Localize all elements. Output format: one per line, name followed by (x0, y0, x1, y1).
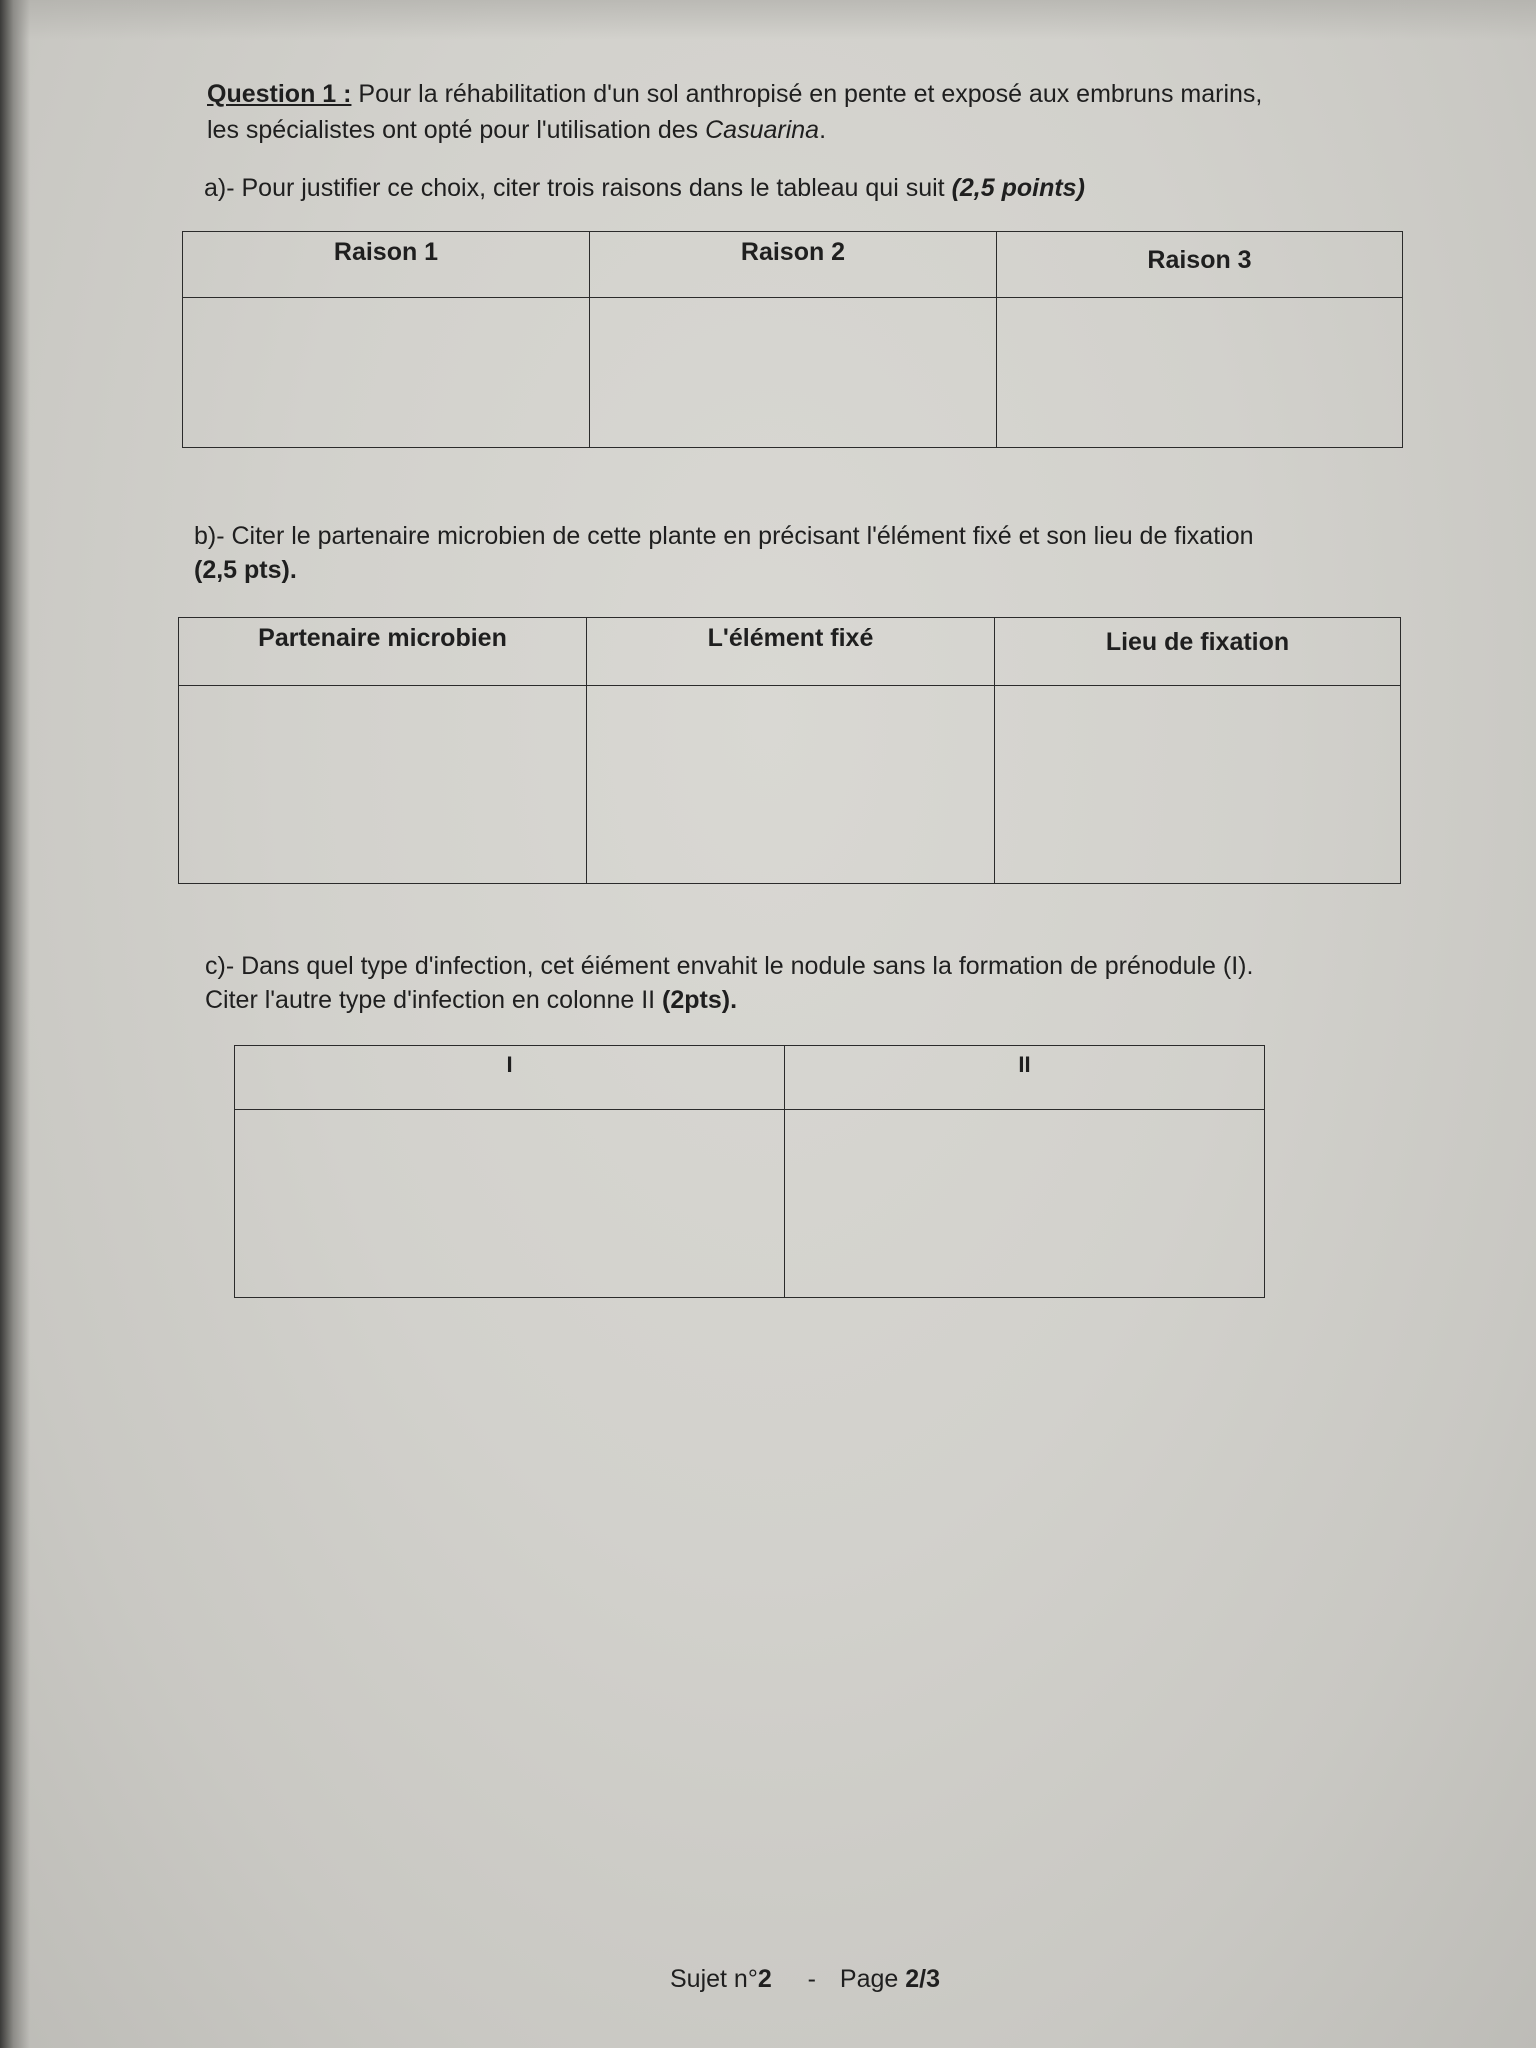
subject-label: Sujet n° (670, 1965, 758, 1993)
infection-type-2-answer-cell[interactable] (785, 1110, 1265, 1298)
partner-answer-cell[interactable] (179, 686, 587, 884)
question-intro-line2-text: les spécialistes ont opté pour l'utilisation des (207, 116, 706, 144)
reasons-header-3: Raison 3 (997, 232, 1403, 298)
page-label: Page (839, 1965, 906, 1993)
question-label: Question 1 : (207, 80, 352, 108)
element-answer-cell[interactable] (587, 686, 995, 884)
infection-type-1-answer-cell[interactable] (235, 1110, 785, 1298)
question-intro-text: Pour la réhabilitation d'un sol anthropisé en pente et exposé aux embruns marins, (351, 80, 1263, 108)
reasons-table (182, 231, 1403, 448)
page-footer (670, 1965, 940, 1994)
part-c-instruction-line1: c)- Dans quel type d'infection, cet éiément envahit le nodule sans la formation de prénodule (I). (205, 952, 1254, 980)
part-c-text: Citer l'autre type d'infection en colonne II (205, 986, 663, 1014)
reason-3-answer-cell[interactable] (997, 298, 1403, 448)
question-intro-line2 (207, 114, 826, 146)
part-c-instruction-line2 (205, 984, 737, 1016)
reasons-header-1: Raison 1 (183, 232, 590, 298)
infection-header-2: II (785, 1046, 1265, 1110)
part-a-instruction (204, 172, 1085, 204)
part-a-points: (2,5 points) (951, 174, 1085, 202)
part-a-text: a)- Pour justifier ce choix, citer trois raisons dans le tableau qui suit (204, 174, 952, 202)
part-b-instruction-line1: b)- Citer le partenaire microbien de cette plante en précisant l'élément fixé et son lieu de fixation (194, 522, 1254, 550)
part-b-points: (2,5 pts). (194, 556, 297, 584)
footer-separator: - (807, 1965, 816, 1993)
page-number: 2/3 (905, 1965, 940, 1993)
location-header: Lieu de fixation (995, 618, 1401, 686)
infection-header-1: I (235, 1046, 785, 1110)
part-c-points: (2pts). (662, 986, 738, 1014)
partner-header: Partenaire microbien (179, 618, 587, 686)
reasons-header-2: Raison 2 (590, 232, 997, 298)
question-intro-line1 (207, 78, 1262, 110)
infection-type-table (234, 1045, 1265, 1298)
element-header: L'élément fixé (587, 618, 995, 686)
subject-number: 2 (757, 1965, 772, 1993)
plant-name: Casuarina (705, 116, 820, 144)
reason-1-answer-cell[interactable] (183, 298, 590, 448)
microbial-partner-table (178, 617, 1401, 884)
location-answer-cell[interactable] (995, 686, 1401, 884)
question-intro-line2-end: . (819, 116, 827, 144)
reason-2-answer-cell[interactable] (590, 298, 997, 448)
